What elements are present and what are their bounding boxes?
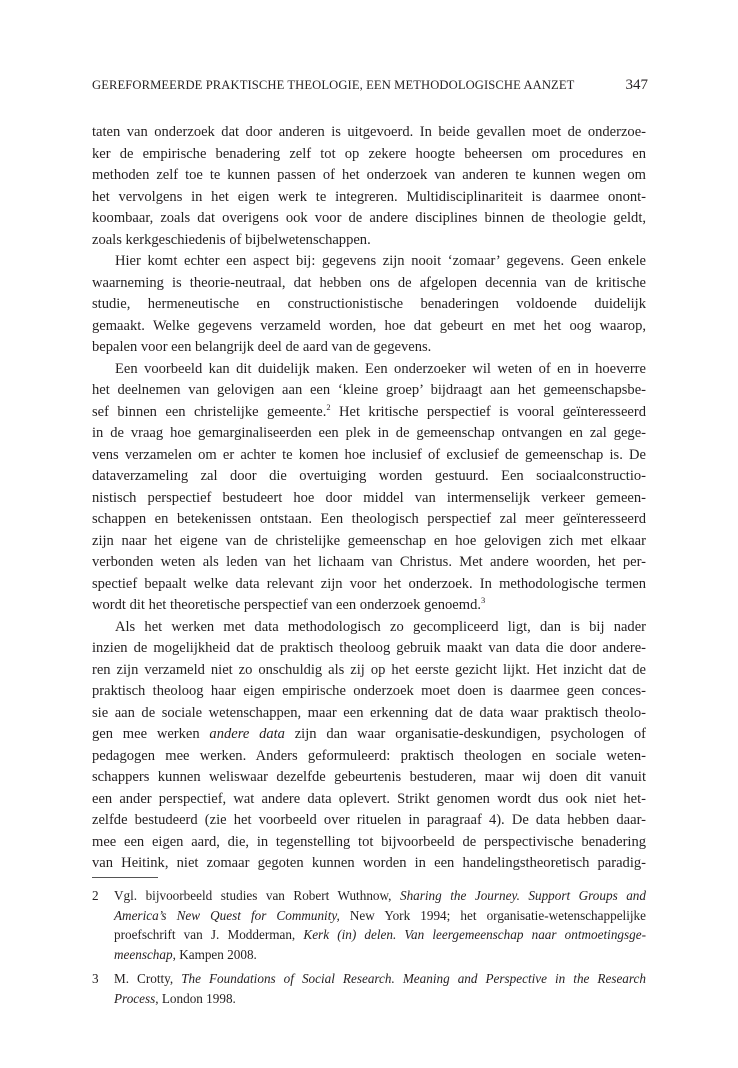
text-line: Een voorbeeld kan dit duidelijk maken. Een onderzoeker wil weten of en in hoeverre	[115, 360, 646, 377]
text-line: bepalen voor een belangrijk deel de aard van de gegevens.	[92, 339, 432, 355]
text-line: spectief bepaalt welke data relevant zijn voor het onderzoek. In methodologische termen	[92, 575, 646, 592]
text-run: , Kampen 2008.	[172, 946, 257, 962]
text-line: methoden zelf toe te kunnen passen of het onderzoek van anderen te kunnen wegen om	[92, 167, 646, 183]
footnote-ref-2: 2	[326, 401, 331, 412]
footnote-2	[92, 886, 646, 964]
text-line: Hier komt echter een aspect bij: gegevens zijn nooit ‘zomaar’ gegevens. Geen enkele	[115, 253, 646, 269]
book-title: meenschap	[114, 946, 173, 962]
footnote-line	[92, 906, 646, 926]
book-title: America’s New Quest for Community,	[114, 907, 340, 923]
paragraph-4	[92, 617, 646, 875]
text-line: mee een eigen aard, die, in tegenstelling tot bijvoorbeeld de perspectivische benadering	[92, 833, 646, 850]
paragraph-1	[92, 122, 646, 251]
text-line: verbonden weten als leden van het lichaam van Christus. Met andere woorden, het per-	[92, 554, 646, 570]
text-line: zoals kerkgeschiedenis of bijbelwetenschappen.	[92, 231, 371, 248]
text-run: proefschrift van J. Modderman,	[114, 927, 304, 942]
text-line: een ander perspectief, wat andere data oplevert. Strikt genomen wordt dus ook niet het-	[92, 790, 646, 807]
text-run: Vgl. bijvoorbeeld studies van Robert Wuthnow,	[114, 888, 400, 903]
footnote-separator	[92, 877, 158, 878]
text-line: vens verzamelen om er achter te komen hoe inclusief of exclusief de gemeenschap is. De	[92, 446, 646, 463]
text-line: waarneming is theorie-neutraal, dat hebben ons de afgelopen decennia van de kritische	[92, 274, 646, 291]
text-line: het deelnemen van gelovigen aan een ‘kleine groep’ bijdraagt aan het gemeenschapsbe-	[92, 382, 646, 398]
footnotes	[92, 886, 646, 1008]
footnote-line	[92, 969, 646, 989]
footnote-number: 3	[92, 971, 99, 986]
text-line: nistisch perspectief bestudeert hoe door middel van intermenselijk verkeer gemeen-	[92, 489, 646, 506]
text-line: schappers kunnen weliswaar dezelfde gebeurtenis bestuderen, maar wij doen dit vanuit	[92, 769, 646, 785]
text-line: het vervolgens in het eigen werk te integreren. Multidisciplinariteit is daarmee onont-	[92, 188, 646, 205]
footnote-number: 2	[92, 888, 99, 903]
text-line: ker de empirische benadering zelf tot op zekere hoogte beheersen om procedures en	[92, 145, 646, 162]
text-line: in de vraag hoe gemarginaliseerden een plek in de gemeenschap ontvangen en zal gege-	[92, 425, 646, 441]
footnote-3	[92, 969, 646, 1008]
text-line	[92, 595, 646, 617]
text-line	[92, 402, 646, 424]
running-title: GEREFORMEERDE PRAKTISCHE THEOLOGIE, EEN METHODOLOGISCHE AANZET	[92, 78, 575, 92]
text-line: inzien de mogelijkheid dat de praktisch theoloog gebruik maakt van data die door andere-	[92, 640, 646, 656]
book-title: Sharing the Journey. Support Groups and	[399, 888, 646, 903]
text-line: praktisch theoloog haar eigen empirische onderzoek moet doen is daarmee geen conces-	[92, 683, 646, 699]
emphasis-andere-data: andere data	[209, 726, 285, 742]
body-text	[92, 122, 646, 875]
book-title: Kerk (in) delen. Van leergemeenschap naar ontmoetingsge-	[303, 927, 646, 942]
book-title: Process	[114, 990, 156, 1006]
text-run: sef binnen een christelijke gemeente.	[92, 403, 327, 420]
paragraph-2	[92, 251, 646, 359]
footnote-line	[92, 925, 646, 945]
footnote-line	[92, 989, 646, 1009]
text-line: sie aan de sociale wetenschappen, maar een erkenning dat de data waar praktisch theolo-	[92, 704, 646, 721]
footnote-ref-3: 3	[480, 595, 486, 605]
page-number: 347	[625, 77, 648, 93]
text-run: Het kritische perspectief is vooral geïnteresseerd	[330, 403, 646, 420]
text-line	[92, 724, 646, 746]
text-run: New York 1994; het organisatie-wetenschappelijke	[339, 907, 646, 923]
text-line: ren zijn verzameld niet zo onschuldig als zij op het eerste gezicht lijkt. Het inzicht dat de	[92, 661, 646, 678]
text-line: studie, hermeneutische en constructionistische benaderingen voldoende duidelijk	[92, 296, 646, 312]
running-header	[92, 78, 648, 98]
text-line: zelfde bestudeerd (zie het voorbeeld over rituelen in paragraaf 4). De data hebben daar-	[92, 812, 646, 828]
text-run: gen mee werken	[92, 726, 210, 742]
text-run: M. Crotty,	[114, 971, 182, 986]
text-line: van Heitink, niet zomaar gegoten kunnen worden in een handelingstheoretisch paradig-	[92, 855, 646, 871]
text-line: schappen en betekenissen ontstaan. Een theologisch perspectief zal meer geïnteresseerd	[92, 511, 646, 527]
text-line: dataverzameling zal door die overtuiging worden gestuurd. Een sociaalconstructio-	[92, 468, 646, 484]
text-line: taten van onderzoek dat door anderen is uitgevoerd. In beide gevallen moet de onderzoe-	[92, 124, 646, 140]
footnote-line	[92, 886, 646, 906]
paragraph-3	[92, 359, 646, 617]
text-line: gemaakt. Welke gegevens verzameld worden, hoe dat gebeurt en met het oog waarop,	[92, 317, 646, 334]
text-line: Als het werken met data methodologisch zo gecompliceerd ligt, dan is bij nader	[115, 618, 646, 635]
text-line: koombaar, zoals dat overigens ook voor de andere disciplines binnen de theologie geldt,	[92, 210, 646, 226]
text-run: zijn dan waar organisatie-deskundigen, psychologen of	[284, 726, 646, 742]
text-run: wordt dit het theoretische perspectief van een onderzoek genoemd.	[92, 597, 481, 613]
footnote-line	[92, 945, 646, 965]
text-run: , London 1998.	[155, 990, 236, 1006]
text-line: zijn naar het eigene van de christelijke gemeenschap en hoe gelovigen zich met elkaar	[92, 532, 646, 549]
book-title: The Foundations of Social Research. Meaning and Perspective in the Research	[181, 971, 646, 986]
text-line: pedagogen mee werken. Anders geformuleerd: praktisch theologen en sociale weten-	[92, 747, 646, 764]
